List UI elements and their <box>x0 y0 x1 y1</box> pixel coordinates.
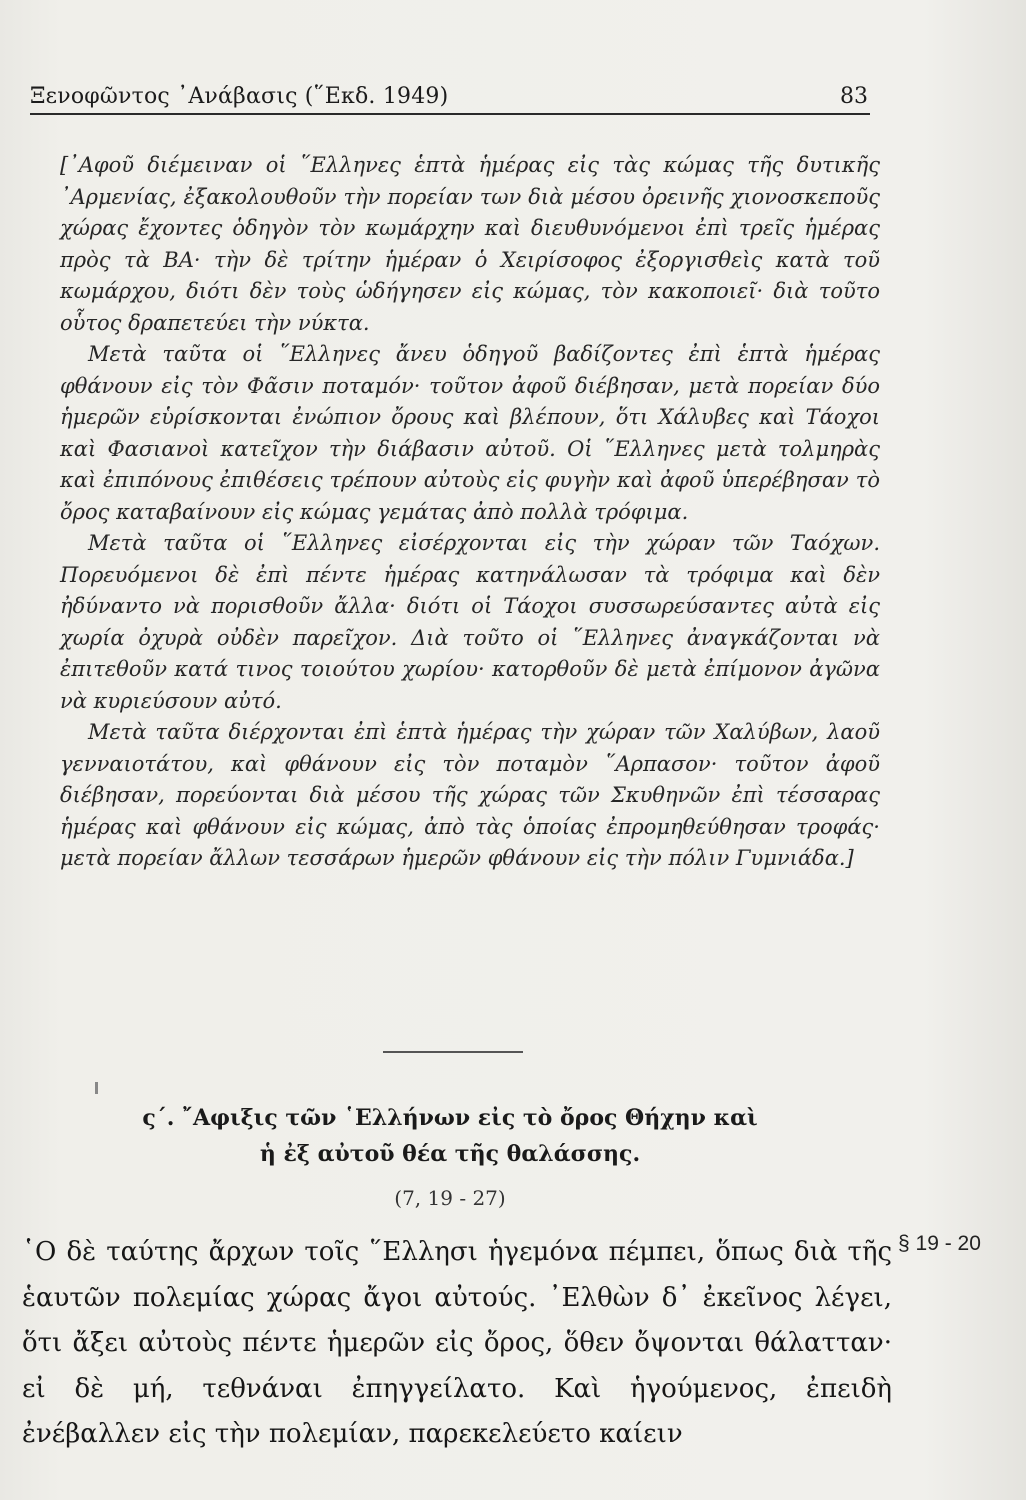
section-title-line: ς΄. ῎Αφιξις τῶν ῾Ελλήνων εἰς τὸ ὄρος Θήχην καὶ <box>142 1105 758 1131</box>
greek-paragraph: ῾Ο δὲ ταύτης ἄρχων τοῖς ῞Ελλησι ἡγεμόνα πέμπει, ὅπως διὰ τῆς ἑαυτῶν πολεμίας χώρας ἄγοι αὐτούς. ᾿Ελθὼν δ᾿ ἐκεῖνος λέγει, ὅτι ἄξει αὐτοὺς πέντε ἡμερῶν εἰς ὄρος, ὅθεν ὄψονται θάλατταν· εἰ δὲ μή, τεθνάναι ἐπηγγείλατο. Καὶ ἡγούμενος, ἐπειδὴ ἐνέβαλλεν εἰς τὴν πολεμίαν, παρεκελεύετο καίειν <box>22 1237 892 1449</box>
page-number: 83 <box>840 84 868 109</box>
header-rule <box>30 113 870 115</box>
summary-paragraph: Μετὰ ταῦτα διέρχονται ἐπὶ ἑπτὰ ἡμέρας τὴν χώραν τῶν Χαλύβων, λαοῦ γενναιοτάτου, καὶ φθάνουν εἰς τὸν ποταμὸν ῞Αρπασον· τοῦτον ἀφοῦ διέβησαν, πορεύονται διὰ μέσου τῆς χώρας τῶν Σκυθηνῶν ἐπὶ τέσσαρας ἡμέρας καὶ φθάνουν εἰς κώμας, ἀπὸ τὰς ὁποίας ἐπρομηθεύθησαν τροφάς· μετὰ πορείαν ἄλλων τεσσάρων ἡμερῶν φθάνουν εἰς τὴν πόλιν Γυμνιάδα.] <box>60 720 880 870</box>
summary-paragraph: Μετὰ ταῦτα οἱ ῞Ελληνες ἄνευ ὁδηγοῦ βαδίζοντες ἐπὶ ἑπτὰ ἡμέρας φθάνουν εἰς τὸν Φᾶσιν ποταμόν· τοῦτον ἀφοῦ διέβησαν, μετὰ πορείαν δύο ἡμερῶν εὑρίσκονται ἐνώπιον ὄρους καὶ βλέπουν, ὅτι Χάλυβες καὶ Τάοχοι καὶ Φασιανοὶ κατεῖχον τὴν διάβασιν αὐτοῦ. Οἱ ῞Ελληνες μετὰ τολμηρὰς καὶ ἐπιπόνους ἐπιθέσεις τρέπουν αὐτοὺς εἰς φυγὴν καὶ ἀφοῦ ὑπερέβησαν τὸ ὄρος καταβαίνουν εἰς κώμας γεμάτας ἀπὸ πολλὰ τρόφιμα. <box>60 342 880 524</box>
margin-reference: § 19 - 20 <box>898 1232 981 1255</box>
section-divider <box>383 1051 523 1053</box>
summary-paragraph: [᾿Αφοῦ διέμειναν οἱ ῞Ελληνες ἑπτὰ ἡμέρας εἰς τὰς κώμας τῆς δυτικῆς ᾿Αρμενίας, ἐξακολουθοῦν τὴν πορείαν των διὰ μέσου ὀρεινῆς χιονοσκεποῦς χώρας ἔχοντες ὁδηγὸν τὸν κωμάρχην καὶ διευθυνόμενοι ἐπὶ τρεῖς ἡμέρας πρὸς τὰ ΒΑ· τὴν δὲ τρίτην ἡμέραν ὁ Χειρίσοφος ἐξοργισθεὶς κατὰ τοῦ κωμάρχου, διότι δὲν τοὺς ὡδήγησεν εἰς κώμας, τὸν κακοποιεῖ· διὰ τοῦτο οὗτος δραπετεύει τὴν νύκτα. <box>60 153 880 335</box>
print-mark <box>95 1082 98 1094</box>
section-title-line: ἡ ἐξ αὐτοῦ θέα τῆς θαλάσσης. <box>259 1141 641 1167</box>
summary-paragraph: Μετὰ ταῦτα οἱ ῞Ελληνες εἰσέρχονται εἰς τὴν χώραν τῶν Ταόχων. Πορευόμενοι δὲ ἐπὶ πέντε ἡμέρας κατηνάλωσαν τὰ τρόφιμα καὶ δὲν ἠδύναντο νὰ πορισθοῦν ἄλλα· διότι οἱ Τάοχοι συσσωρεύσαντες αὐτὰ εἰς χωρία ὀχυρὰ οὐδὲν παρεῖχον. Διὰ τοῦτο οἱ ῞Ελληνες ἀναγκάζονται νὰ ἐπιτεθοῦν κατά τινος τοιούτου χωρίου· κατορθοῦν δὲ μετὰ ἐπίμονον ἀγῶνα νὰ κυριεύσουν αὐτό. <box>60 531 880 713</box>
running-header <box>30 78 868 112</box>
section-reference: (7, 19 - 27) <box>394 1186 506 1210</box>
running-title: Ξενοφῶντος ᾿Ανάβασις (῞Εκδ. 1949) <box>30 84 449 109</box>
greek-text <box>22 1230 892 1458</box>
section-title <box>60 1100 840 1172</box>
summary-block <box>60 150 880 875</box>
